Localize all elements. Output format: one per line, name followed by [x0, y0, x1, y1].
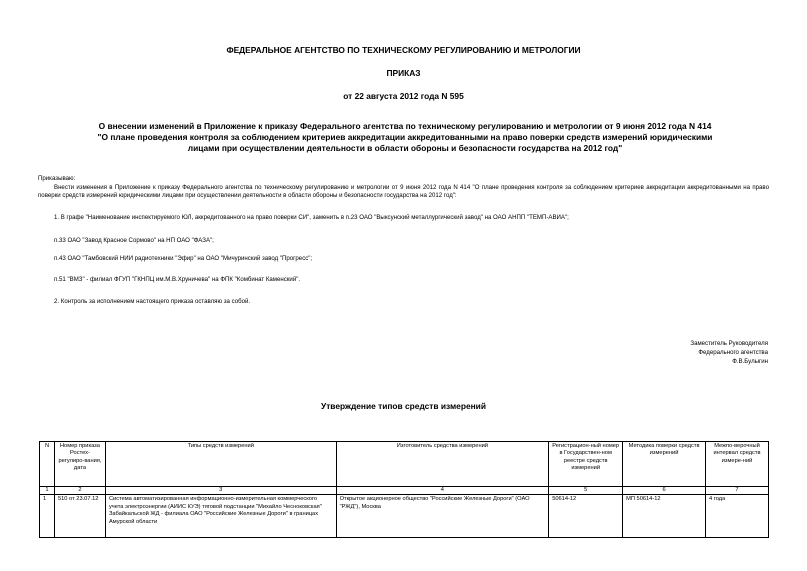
table-header-row	[40, 442, 769, 487]
document-type: ПРИКАЗ	[386, 68, 421, 78]
header-n: N	[40, 442, 55, 487]
column-number: 1	[40, 487, 55, 495]
agency-title: ФЕДЕРАЛЬНОЕ АГЕНТСТВО ПО ТЕХНИЧЕСКОМУ РЕГУЛИРОВАНИЮ И МЕТРОЛОГИИ	[226, 45, 581, 55]
cell-maker: Открытое акционерное общество "Российские Железные Дороги" (ОАО "РЖД"), Москва	[336, 495, 549, 538]
signature-name: Ф.В.Булыгин	[732, 358, 768, 365]
header-interval: Межпо-верочный интервал средств измере-ний	[706, 442, 769, 487]
order-intro-word: Приказываю:	[38, 175, 76, 182]
header-order: Номер приказа Ростех-регулиро-вания, дата	[54, 442, 105, 487]
cell-reg-number: 50614-12	[549, 495, 623, 538]
table-column-numbers-row	[40, 487, 769, 495]
header-reg-number: Регистрацион-ный номер в Государствен-ном реестре средств измерений	[549, 442, 623, 487]
table-title: Утверждение типов средств измерений	[321, 401, 486, 411]
order-item-1: 1. В графе "Наименование инспектируемого ЮЛ, аккредитованного на право поверки СИ", заменить в п.23 ОАО "Выксунский металлургический завод" на ОАО АНПП "ТЕМП-АВИА";	[54, 214, 569, 221]
document-date: от 22 августа 2012 года N 595	[343, 91, 464, 101]
header-method: Методика поверки средств измерений	[623, 442, 706, 487]
cell-method: МП 50614-12	[623, 495, 706, 538]
order-item-51: п.51 "ВМЗ" - филиал ФГУП "ГКНПЦ им.М.В.Хруничева" на ФПК "Комбинат Каменский".	[54, 276, 301, 283]
column-number: 6	[623, 487, 706, 495]
column-number: 4	[336, 487, 549, 495]
cell-type: Система автоматизированная информационно-измерительная коммерческого учета электроэнергии (АИИС КУЭ) тяговой подстанции "Михайло Чесноковская" Забайкальской ЖД - филиала ОАО "Российские Железные Дороги" в границах Амурской области	[105, 495, 336, 538]
column-number: 3	[105, 487, 336, 495]
column-number: 5	[549, 487, 623, 495]
measurement-types-table	[39, 441, 769, 538]
order-item-43: п.43 ОАО "Тамбовский НИИ радиотехники "Эфир" на ОАО "Мичуринский завод "Прогресс";	[54, 255, 313, 262]
order-item-33: п.33 ОАО "Завод Красное Сормово" на НП ОАО "ФАЗА";	[54, 237, 214, 244]
signature-position: Заместитель Руководителя	[690, 340, 768, 347]
order-intro-paragraph: Внести изменения в Приложение к приказу Федерального агентства по техническому регулированию и метрологии от 9 июня 2012 года N 414 "О плане проведения контроля за соблюдением критериев аккредитации аккредитованными на право поверки средств измерений юридическими лицами при осуществлении деятельности в области обороны и безопасности государства на 2012 год":	[38, 184, 769, 200]
cell-order: 510 от 23.07.12	[54, 495, 105, 538]
signature-agency: Федерального агентства	[698, 349, 768, 356]
cell-interval: 4 года	[706, 495, 769, 538]
cell-n: 1	[40, 495, 55, 538]
column-number: 7	[706, 487, 769, 495]
header-maker: Изготовитель средства измерений	[336, 442, 549, 487]
table-row	[40, 495, 769, 538]
document-subject: О внесении изменений в Приложение к приказу Федерального агентства по техническому регулированию и метрологии от 9 июня 2012 года N 414 "О плане проведения контроля за соблюдением критериев аккредитации аккредитованными на право поверки средств измерений юридическими лицами при осуществлении деятельности в области обороны и безопасности государства на 2012 год"	[97, 121, 713, 153]
signature-block	[690, 339, 768, 366]
column-number: 2	[54, 487, 105, 495]
header-type: Типы средств измерений	[105, 442, 336, 487]
order-item-2: 2. Контроль за исполнением настоящего приказа оставляю за собой.	[54, 298, 251, 305]
